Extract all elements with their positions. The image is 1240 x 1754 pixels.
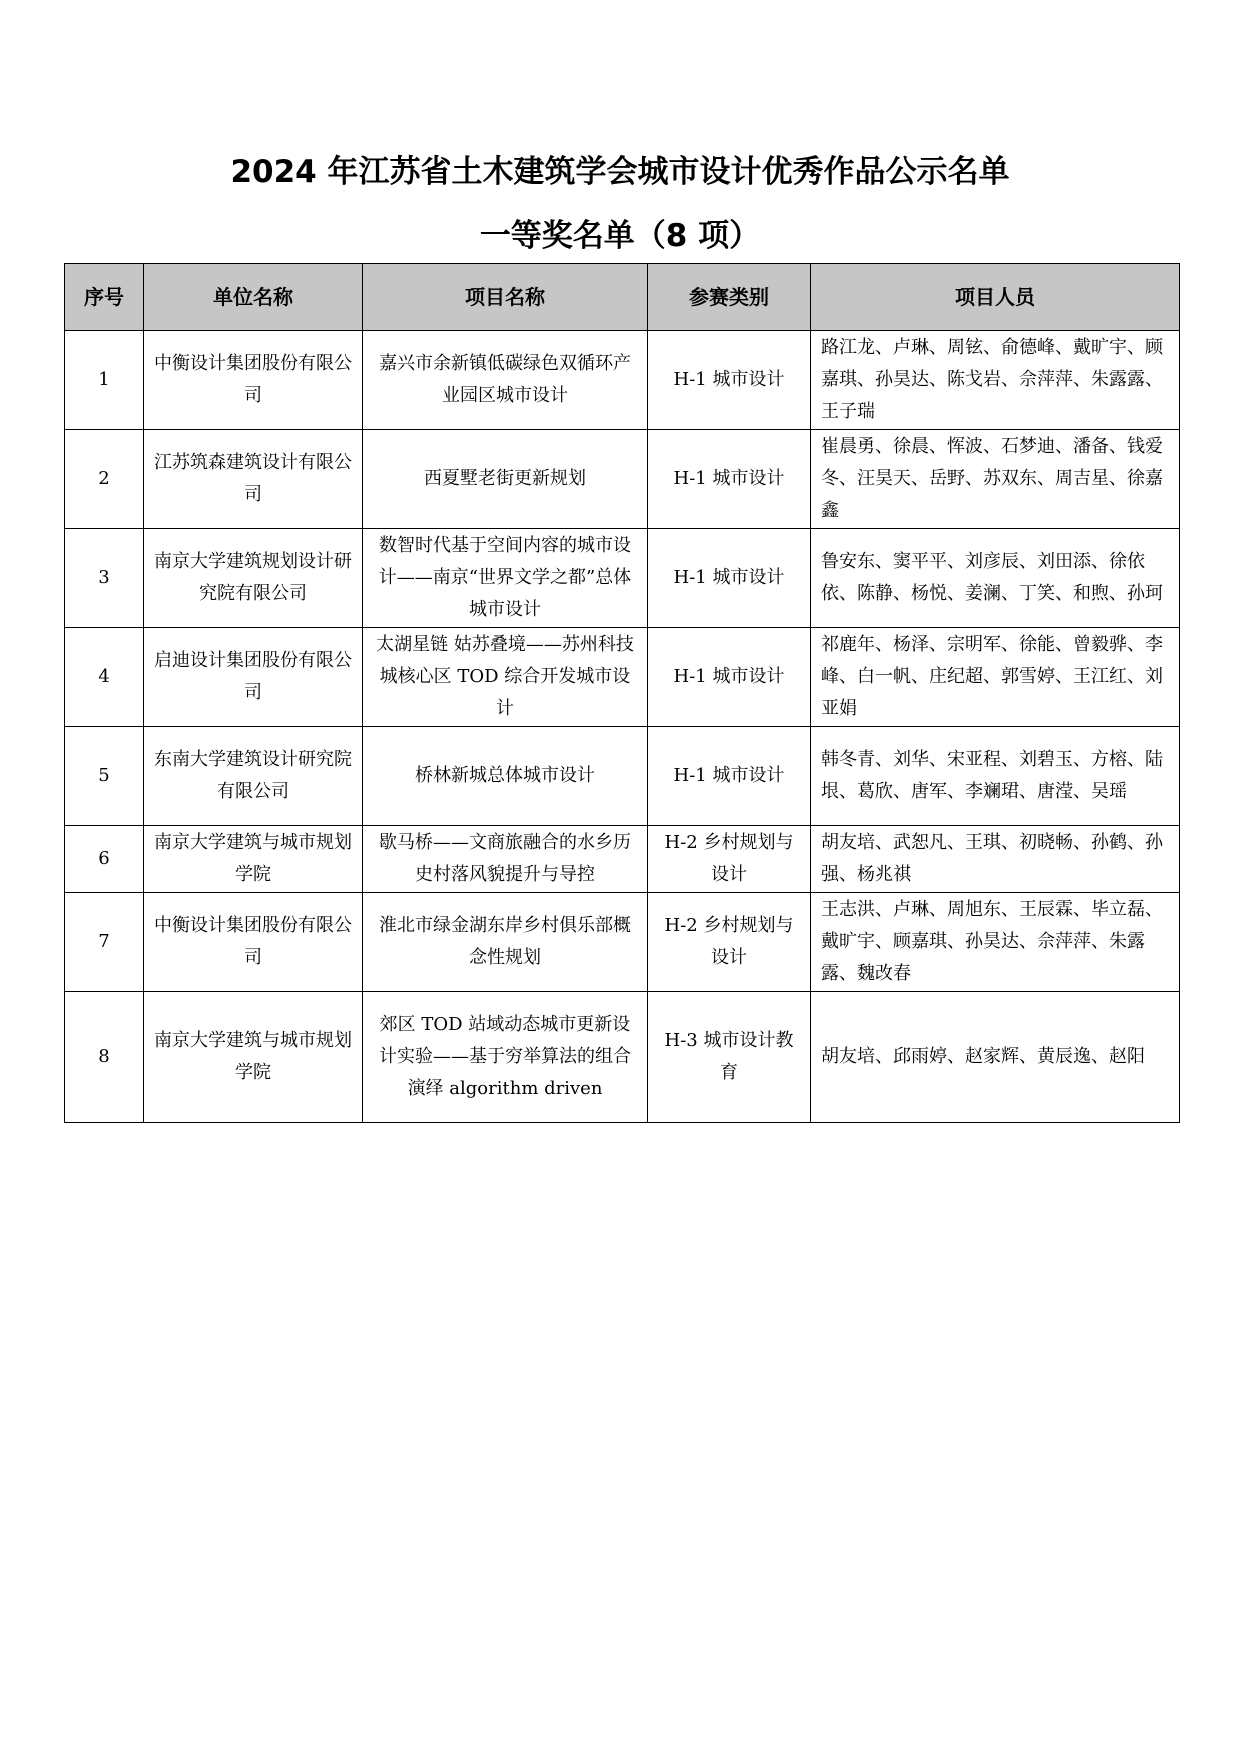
row-project: 嘉兴市余新镇低碳绿色双循环产业园区城市设计 — [363, 331, 648, 430]
row-category: H-1 城市设计 — [648, 331, 811, 430]
header-category: 参赛类别 — [648, 264, 811, 331]
table-row — [65, 529, 1180, 628]
row-number: 3 — [65, 529, 144, 628]
table-row — [65, 826, 1180, 893]
row-project: 歇马桥——文商旅融合的水乡历史村落风貌提升与导控 — [363, 826, 648, 893]
row-number: 4 — [65, 628, 144, 727]
row-unit: 中衡设计集团股份有限公司 — [144, 893, 363, 992]
row-category: H-1 城市设计 — [648, 727, 811, 826]
row-unit: 中衡设计集团股份有限公司 — [144, 331, 363, 430]
header-people: 项目人员 — [811, 264, 1180, 331]
row-project: 淮北市绿金湖东岸乡村俱乐部概念性规划 — [363, 893, 648, 992]
row-project: 桥林新城总体城市设计 — [363, 727, 648, 826]
row-unit: 南京大学建筑与城市规划学院 — [144, 992, 363, 1123]
header-unit: 单位名称 — [144, 264, 363, 331]
table-row — [65, 727, 1180, 826]
row-category: H-1 城市设计 — [648, 529, 811, 628]
row-category: H-2 乡村规划与设计 — [648, 826, 811, 893]
row-people: 祁鹿年、杨泽、宗明军、徐能、曾毅骅、李峰、白一帆、庄纪超、郭雪婷、王江红、刘亚娟 — [811, 628, 1180, 727]
header-number: 序号 — [65, 264, 144, 331]
row-people: 胡友培、邱雨婷、赵家辉、黄辰逸、赵阳 — [811, 992, 1180, 1123]
row-unit: 启迪设计集团股份有限公司 — [144, 628, 363, 727]
table-row — [65, 628, 1180, 727]
row-project: 郊区 TOD 站域动态城市更新设计实验——基于穷举算法的组合演绎 algorithm driven — [363, 992, 648, 1123]
row-project: 数智时代基于空间内容的城市设计——南京“世界文学之都”总体城市设计 — [363, 529, 648, 628]
row-number: 6 — [65, 826, 144, 893]
row-category: H-1 城市设计 — [648, 430, 811, 529]
table-row — [65, 430, 1180, 529]
row-number: 1 — [65, 331, 144, 430]
table-row — [65, 331, 1180, 430]
row-unit: 江苏筑森建筑设计有限公司 — [144, 430, 363, 529]
row-people: 胡友培、武恕凡、王琪、初晓畅、孙鹤、孙强、杨兆祺 — [811, 826, 1180, 893]
table-row — [65, 893, 1180, 992]
row-project: 太湖星链 姑苏叠境——苏州科技城核心区 TOD 综合开发城市设计 — [363, 628, 648, 727]
row-number: 5 — [65, 727, 144, 826]
row-people: 路江龙、卢琳、周铉、俞德峰、戴旷宇、顾嘉琪、孙昊达、陈戈岩、佘萍萍、朱露露、王子瑞 — [811, 331, 1180, 430]
row-people: 王志洪、卢琳、周旭东、王辰霖、毕立磊、戴旷宇、顾嘉琪、孙昊达、佘萍萍、朱露露、魏改春 — [811, 893, 1180, 992]
row-people: 韩冬青、刘华、宋亚程、刘碧玉、方榕、陆垠、葛欣、唐军、李斓珺、唐滢、吴瑶 — [811, 727, 1180, 826]
row-people: 崔晨勇、徐晨、恽波、石梦迪、潘备、钱爱冬、汪昊天、岳野、苏双东、周吉星、徐嘉鑫 — [811, 430, 1180, 529]
row-project: 西夏墅老街更新规划 — [363, 430, 648, 529]
page-subtitle: 一等奖名单（8 项） — [479, 218, 761, 254]
row-unit: 南京大学建筑规划设计研究院有限公司 — [144, 529, 363, 628]
table-header-row — [65, 264, 1180, 331]
row-number: 7 — [65, 893, 144, 992]
row-category: H-3 城市设计教育 — [648, 992, 811, 1123]
row-unit: 南京大学建筑与城市规划学院 — [144, 826, 363, 893]
row-category: H-2 乡村规划与设计 — [648, 893, 811, 992]
row-people: 鲁安东、窦平平、刘彦辰、刘田添、徐依依、陈静、杨悦、姜澜、丁笑、和煦、孙珂 — [811, 529, 1180, 628]
header-project: 项目名称 — [363, 264, 648, 331]
row-number: 2 — [65, 430, 144, 529]
row-number: 8 — [65, 992, 144, 1123]
page-title: 2024 年江苏省土木建筑学会城市设计优秀作品公示名单 — [230, 154, 1010, 190]
row-category: H-1 城市设计 — [648, 628, 811, 727]
awards-table — [64, 263, 1180, 1123]
row-unit: 东南大学建筑设计研究院有限公司 — [144, 727, 363, 826]
table-row — [65, 992, 1180, 1123]
